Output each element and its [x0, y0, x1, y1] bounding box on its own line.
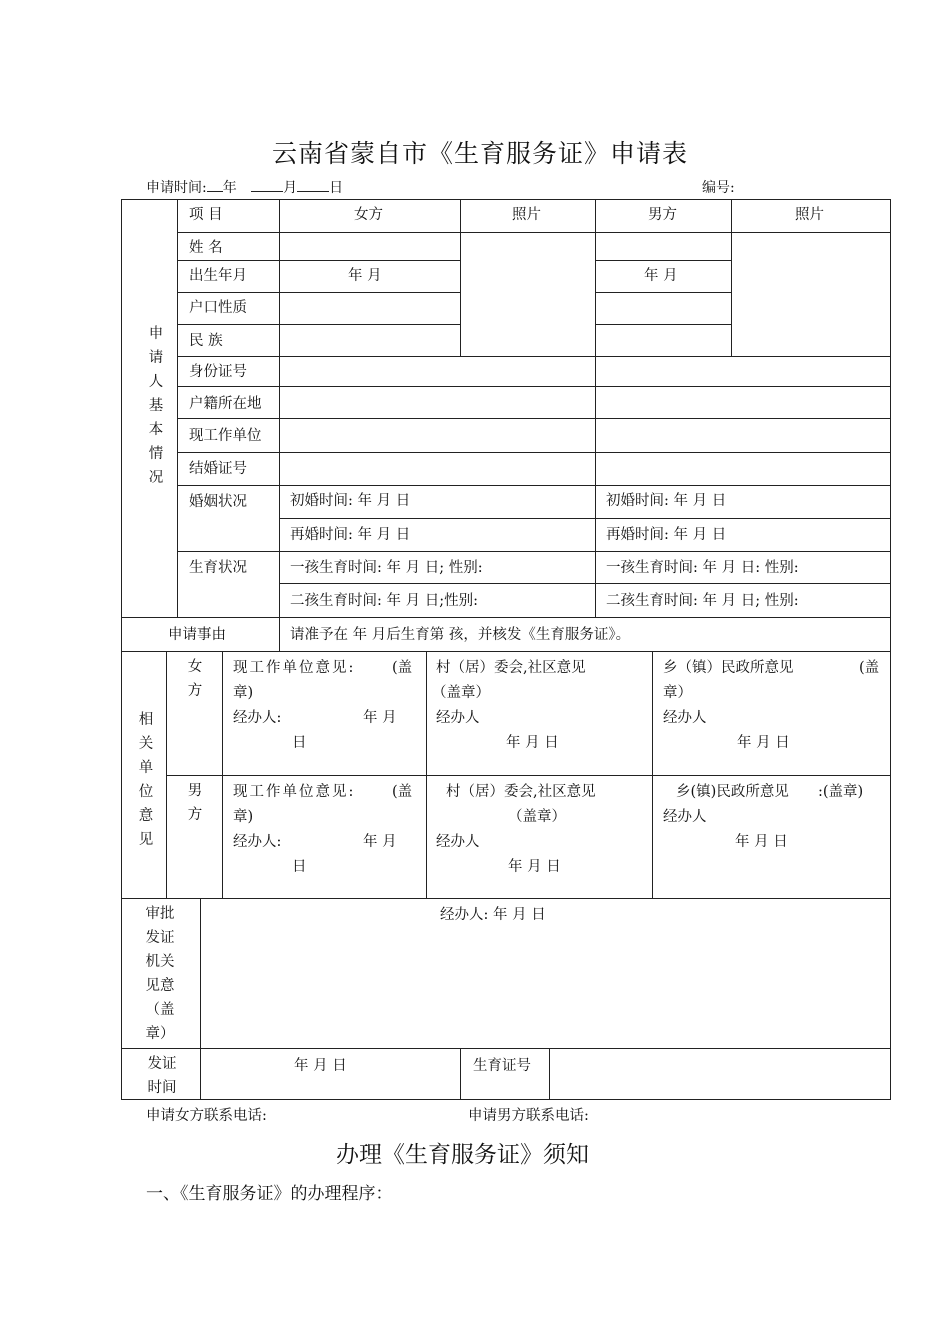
- header-item: 项 目: [189, 207, 223, 223]
- section-1-heading: 一、《生育服务证》的办理程序：: [146, 1184, 393, 1204]
- female-village-opinion: 村（居）委会,社区意见: [436, 660, 586, 676]
- approval-label: 审批 发证 机关 见意 （盖 章）: [145, 906, 175, 1042]
- female-work-seal-close: 章): [233, 685, 254, 701]
- first-marriage-male: 初婚时间: 年 月 日: [606, 493, 727, 509]
- female-village-date: 年 月 日: [506, 735, 559, 751]
- month-label: 月: [283, 180, 298, 196]
- birth-male: 年 月: [644, 268, 678, 284]
- header-photo-male: 照片: [795, 207, 824, 223]
- label-id-number: 身份证号: [189, 364, 247, 380]
- approval-handler: 经办人: 年 月 日: [440, 907, 546, 923]
- issue-date: 年 月 日: [294, 1058, 347, 1074]
- female-village-seal: （盖章）: [432, 685, 490, 701]
- female-work-day: 日: [292, 735, 307, 751]
- male-township-handler: 经办人: [663, 809, 707, 825]
- header-male: 男方: [648, 207, 677, 223]
- label-reason: 申请事由: [168, 627, 226, 643]
- female-contact-phone: 申请女方联系电话:: [146, 1108, 267, 1124]
- female-township-opinion: 乡（镇）民政所意见: [663, 660, 794, 676]
- child1-female: 一孩生育时间: 年 月 日; 性别:: [290, 560, 483, 576]
- male-village-seal: （盖章）: [508, 809, 566, 825]
- female-township-handler: 经办人: [663, 710, 707, 726]
- label-ethnicity: 民 族: [189, 333, 223, 349]
- female-township-seal-close: 章）: [663, 685, 692, 701]
- male-village-handler: 经办人: [436, 834, 480, 850]
- issue-time-label: 发证 时间: [147, 1056, 177, 1096]
- day-label: 日: [329, 180, 344, 196]
- remarriage-female: 再婚时间: 年 月 日: [290, 527, 411, 543]
- page-title: 云南省蒙自市《生育服务证》申请表: [272, 139, 689, 168]
- male-side-label: 男 方: [187, 783, 203, 823]
- remarriage-male: 再婚时间: 年 月 日: [606, 527, 727, 543]
- label-hukou-type: 户口性质: [189, 300, 247, 316]
- year-blank: [207, 177, 223, 192]
- male-contact-phone: 申请男方联系电话:: [468, 1108, 589, 1124]
- label-hukou-place: 户籍所在地: [189, 396, 262, 412]
- male-village-opinion: 村（居）委会,社区意见: [446, 784, 596, 800]
- male-work-day: 日: [292, 859, 307, 875]
- female-work-ym: 年 月: [363, 710, 397, 726]
- male-township-date: 年 月 日: [735, 834, 788, 850]
- male-township-opinion: 乡(镇)民政所意见: [676, 784, 789, 800]
- male-township-seal: :(盖章): [818, 784, 864, 800]
- male-work-ym: 年 月: [363, 834, 397, 850]
- header-female: 女方: [354, 207, 383, 223]
- header-photo-female: 照片: [512, 207, 541, 223]
- label-name: 姓 名: [189, 240, 223, 256]
- reason-text: 请准予在 年 月后生育第 孩，并核发《生育服务证》。: [290, 627, 631, 643]
- apply-time-label: 申请时间:: [146, 180, 207, 196]
- male-work-seal-open: (盖: [392, 784, 413, 800]
- label-workplace: 现工作单位: [189, 428, 262, 444]
- female-work-seal-open: (盖: [392, 660, 413, 676]
- female-work-opinion: 现工作单位意见:: [233, 660, 356, 676]
- cert-number-label: 生育证号: [473, 1058, 531, 1074]
- section-basic-info: 申 请 人 基 本 情 况: [148, 326, 164, 486]
- number-label: 编号:: [702, 180, 735, 196]
- child2-female: 二孩生育时间: 年 月 日;性别:: [290, 593, 478, 609]
- female-side-label: 女 方: [187, 659, 203, 699]
- male-work-opinion: 现工作单位意见:: [233, 784, 356, 800]
- female-work-handler: 经办人:: [233, 710, 282, 726]
- label-marriage-cert: 结婚证号: [189, 461, 247, 477]
- male-work-seal-close: 章): [233, 809, 254, 825]
- male-work-handler: 经办人:: [233, 834, 282, 850]
- day-blank: [297, 177, 329, 192]
- notice-title: 办理《生育服务证》须知: [336, 1142, 589, 1168]
- month-blank: [251, 177, 283, 192]
- label-marital-status: 婚姻状况: [189, 494, 247, 510]
- female-township-seal-open: (盖: [859, 660, 880, 676]
- apply-time: [146, 177, 343, 197]
- birth-female: 年 月: [348, 268, 382, 284]
- label-birth: 出生年月: [189, 268, 247, 284]
- child1-male: 一孩生育时间: 年 月 日: 性别:: [606, 560, 799, 576]
- section-related-units: 相 关 单 位 意 见: [138, 712, 154, 848]
- female-township-date: 年 月 日: [737, 735, 790, 751]
- male-village-date: 年 月 日: [508, 859, 561, 875]
- child2-male: 二孩生育时间: 年 月 日; 性别:: [606, 593, 799, 609]
- first-marriage-female: 初婚时间: 年 月 日: [290, 493, 411, 509]
- label-birth-status: 生育状况: [189, 560, 247, 576]
- year-label: 年: [222, 180, 237, 196]
- female-village-handler: 经办人: [436, 710, 480, 726]
